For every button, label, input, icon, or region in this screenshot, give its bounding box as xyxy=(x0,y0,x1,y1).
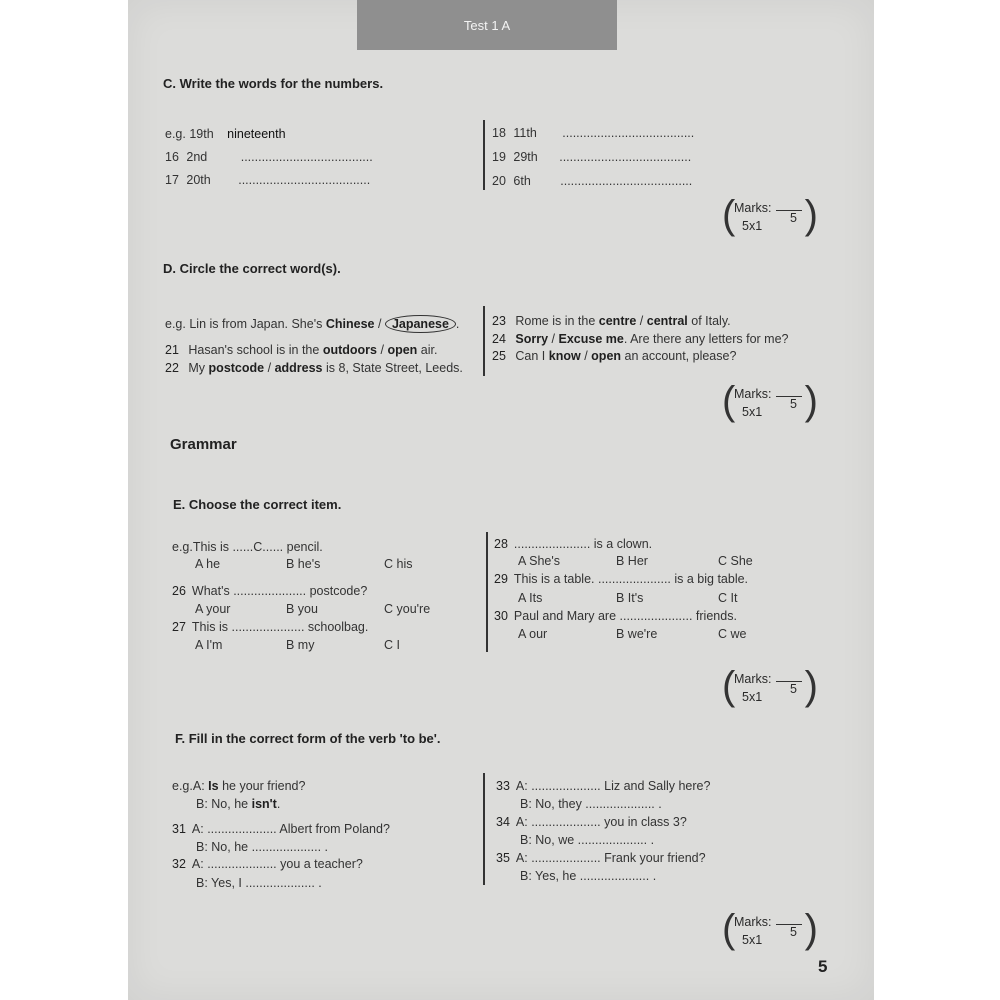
column-divider xyxy=(483,120,485,190)
section-c-example xyxy=(165,127,286,141)
answer-blank[interactable]: ...................................... xyxy=(559,150,692,164)
option[interactable]: open xyxy=(591,349,622,363)
marks-multiplier: 5x1 xyxy=(742,933,763,947)
marks-denominator: 5 xyxy=(790,682,797,696)
section-f-q32-a xyxy=(172,857,363,871)
section-c-q16 xyxy=(165,150,373,164)
item-end: . xyxy=(276,797,281,811)
option[interactable]: address xyxy=(274,361,323,375)
item-text: 11th xyxy=(513,126,537,140)
item-num: 22 xyxy=(165,361,179,375)
item-num: 16 xyxy=(165,150,179,164)
answer-blank[interactable]: ...................................... xyxy=(562,126,695,140)
item-text: This is ......C...... pencil. xyxy=(192,540,323,554)
item-num: 29 xyxy=(494,572,508,586)
item-num: e.g. xyxy=(172,779,193,793)
option[interactable]: postcode xyxy=(208,361,265,375)
section-e-example xyxy=(172,540,323,554)
section-f-q33-a xyxy=(496,779,710,793)
slash: / xyxy=(639,314,644,328)
marks-multiplier: 5x1 xyxy=(742,219,763,233)
marks-box-f: ( Marks: 5 5x1 ) xyxy=(722,907,818,951)
option[interactable]: centre xyxy=(598,314,637,328)
dialogue-line[interactable]: A: .................... you in class 3? xyxy=(515,815,687,829)
item-text: This is a table. ..................... is a big table. xyxy=(513,572,749,586)
option-a[interactable]: A your xyxy=(195,602,231,616)
item-num: 35 xyxy=(496,851,510,865)
option-b[interactable]: B you xyxy=(286,602,318,616)
section-e-q30 xyxy=(494,609,737,623)
item-end: an account, please? xyxy=(624,349,737,363)
answer-blank[interactable]: ...................................... xyxy=(560,174,693,188)
item-end: air. xyxy=(420,343,438,357)
option-b[interactable]: B my xyxy=(286,638,315,652)
item-num: 30 xyxy=(494,609,508,623)
item-text: Rome is in the xyxy=(515,314,596,328)
answer-blank[interactable]: ...................................... xyxy=(238,173,371,187)
item-num: 17 xyxy=(165,173,179,187)
section-e-q28 xyxy=(494,537,652,551)
section-f-q35-a xyxy=(496,851,706,865)
section-c-q18 xyxy=(492,126,694,140)
test-title: Test 1 A xyxy=(463,17,511,33)
option-c[interactable]: C we xyxy=(718,627,747,641)
section-d-q25 xyxy=(492,349,736,363)
item-text: 2nd xyxy=(186,150,208,164)
item-num: 33 xyxy=(496,779,510,793)
section-d-q21 xyxy=(165,343,437,357)
option-c[interactable]: C I xyxy=(384,638,400,652)
option[interactable]: Excuse me xyxy=(558,332,624,346)
section-e-title: E. Choose the correct item. xyxy=(173,497,342,512)
option-b[interactable]: B It's xyxy=(616,591,644,605)
slash: / xyxy=(380,343,384,357)
option[interactable]: open xyxy=(387,343,418,357)
section-f-q31-a xyxy=(172,822,390,836)
section-d-title: D. Circle the correct word(s). xyxy=(163,261,341,276)
marks-label: Marks: xyxy=(734,672,772,686)
option-a[interactable]: A our xyxy=(518,627,548,641)
item-end: . Are there any letters for me? xyxy=(623,332,789,346)
option-a[interactable]: A She's xyxy=(518,554,560,568)
item-text: My xyxy=(188,361,206,375)
option-b[interactable]: B we're xyxy=(616,627,658,641)
section-f-q34-a xyxy=(496,815,687,829)
option-b[interactable]: B Her xyxy=(616,554,648,568)
item-num: e.g. xyxy=(165,317,186,331)
item-num: 34 xyxy=(496,815,510,829)
answer-blank[interactable]: ...................................... xyxy=(240,150,373,164)
column-divider xyxy=(486,532,488,652)
option[interactable]: outdoors xyxy=(322,343,377,357)
item-text: 20th xyxy=(186,173,211,187)
item-end: . xyxy=(455,317,460,331)
section-e-q27 xyxy=(172,620,368,634)
section-e-q29 xyxy=(494,572,748,586)
item-end: is 8, State Street, Leeds. xyxy=(326,361,463,375)
section-f-title: F. Fill in the correct form of the verb 'to be'. xyxy=(175,731,441,746)
item-text: Paul and Mary are ..................... friends. xyxy=(513,609,737,623)
item-num: 28 xyxy=(494,537,508,551)
section-c-q19 xyxy=(492,150,691,164)
marks-denominator: 5 xyxy=(790,397,797,411)
option[interactable]: know xyxy=(548,349,581,363)
marks-denominator: 5 xyxy=(790,211,797,225)
dialogue-line[interactable]: A: .................... you a teacher? xyxy=(191,857,363,871)
section-d-q24 xyxy=(492,332,789,346)
marks-label: Marks: xyxy=(734,387,772,401)
marks-label: Marks: xyxy=(734,915,772,929)
option-a[interactable]: A Its xyxy=(518,591,543,605)
item-num: 19 xyxy=(492,150,506,164)
dialogue-line[interactable]: A: .................... Liz and Sally here? xyxy=(515,779,711,793)
item-text: ...................... is a clown. xyxy=(513,537,653,551)
section-d-q22 xyxy=(165,361,463,375)
section-f-example-a xyxy=(172,779,305,793)
option-b: B he's xyxy=(286,557,321,571)
item-num: 26 xyxy=(172,584,186,598)
option-c: C his xyxy=(384,557,413,571)
item-num: 23 xyxy=(492,314,506,328)
item-text: Lin is from Japan. She's xyxy=(189,317,323,331)
item-num: 25 xyxy=(492,349,506,363)
option-c[interactable]: C She xyxy=(718,554,753,568)
section-f-q32-b[interactable]: B: Yes, I .................... . xyxy=(196,876,322,890)
option[interactable]: central xyxy=(646,314,688,328)
section-f-example-b xyxy=(196,797,280,811)
marks-multiplier: 5x1 xyxy=(742,405,763,419)
section-f-q34-b[interactable]: B: No, we .................... . xyxy=(520,833,655,847)
slash: / xyxy=(584,349,588,363)
section-d-example xyxy=(165,315,459,333)
option[interactable]: Sorry xyxy=(515,332,549,346)
item-num: 21 xyxy=(165,343,179,357)
section-c-q20 xyxy=(492,174,692,188)
option-c[interactable]: C you're xyxy=(384,602,431,616)
dialogue-line[interactable]: A: .................... Frank your friend? xyxy=(515,851,706,865)
example-answer: isn't xyxy=(251,797,277,811)
section-c-q17 xyxy=(165,173,370,187)
item-text: 6th xyxy=(513,174,531,188)
item-end: of Italy. xyxy=(691,314,731,328)
marks-multiplier: 5x1 xyxy=(742,690,763,704)
item-num: e.g. xyxy=(165,127,186,141)
section-d-q23 xyxy=(492,314,731,328)
item-text: he your friend? xyxy=(222,779,306,793)
option-a[interactable]: A I'm xyxy=(195,638,223,652)
option-c[interactable]: C It xyxy=(718,591,738,605)
speaker: A: xyxy=(192,779,205,793)
section-f-q35-b[interactable]: B: Yes, he .................... . xyxy=(520,869,657,883)
slash: / xyxy=(551,332,556,346)
example-answer: Is xyxy=(208,779,219,793)
item-num: 18 xyxy=(492,126,506,140)
page-number: 5 xyxy=(818,957,828,976)
marks-box-c: ( Marks: 5 5x1 ) xyxy=(722,193,818,237)
item-text: 29th xyxy=(513,150,538,164)
section-f-q33-b[interactable]: B: No, they .................... . xyxy=(520,797,662,811)
test-title-tab xyxy=(357,0,617,50)
slash: / xyxy=(377,317,382,331)
item-text: B: No, he xyxy=(196,797,249,811)
marks-box-e: ( Marks: 5 5x1 ) xyxy=(722,664,818,708)
circled-option: Japanese xyxy=(385,315,456,333)
column-divider xyxy=(483,306,485,376)
marks-label: Marks: xyxy=(734,201,772,215)
option: Chinese xyxy=(325,317,375,331)
slash: / xyxy=(267,361,272,375)
section-e-q26 xyxy=(172,584,367,598)
item-num: 31 xyxy=(172,822,186,836)
marks-denominator: 5 xyxy=(790,925,797,939)
item-text: Can I xyxy=(515,349,546,363)
column-divider xyxy=(483,773,485,885)
grammar-heading: Grammar xyxy=(170,436,237,453)
item-num: 32 xyxy=(172,857,186,871)
item-num: e.g. xyxy=(172,540,193,554)
item-text: This is ..................... schoolbag. xyxy=(191,620,369,634)
section-c-title: C. Write the words for the numbers. xyxy=(163,76,384,91)
option-a: A he xyxy=(195,557,221,571)
item-num: 27 xyxy=(172,620,186,634)
item-answer: nineteenth xyxy=(227,127,286,141)
item-num: 20 xyxy=(492,174,506,188)
item-num: 24 xyxy=(492,332,506,346)
item-text: Hasan's school is in the xyxy=(188,343,320,357)
section-f-q31-b[interactable]: B: No, he .................... . xyxy=(196,840,328,854)
dialogue-line[interactable]: A: .................... Albert from Poland? xyxy=(191,822,390,836)
item-text: What's ..................... postcode? xyxy=(191,584,368,598)
item-text: 19th xyxy=(189,127,214,141)
marks-box-d: ( Marks: 5 5x1 ) xyxy=(722,379,818,423)
